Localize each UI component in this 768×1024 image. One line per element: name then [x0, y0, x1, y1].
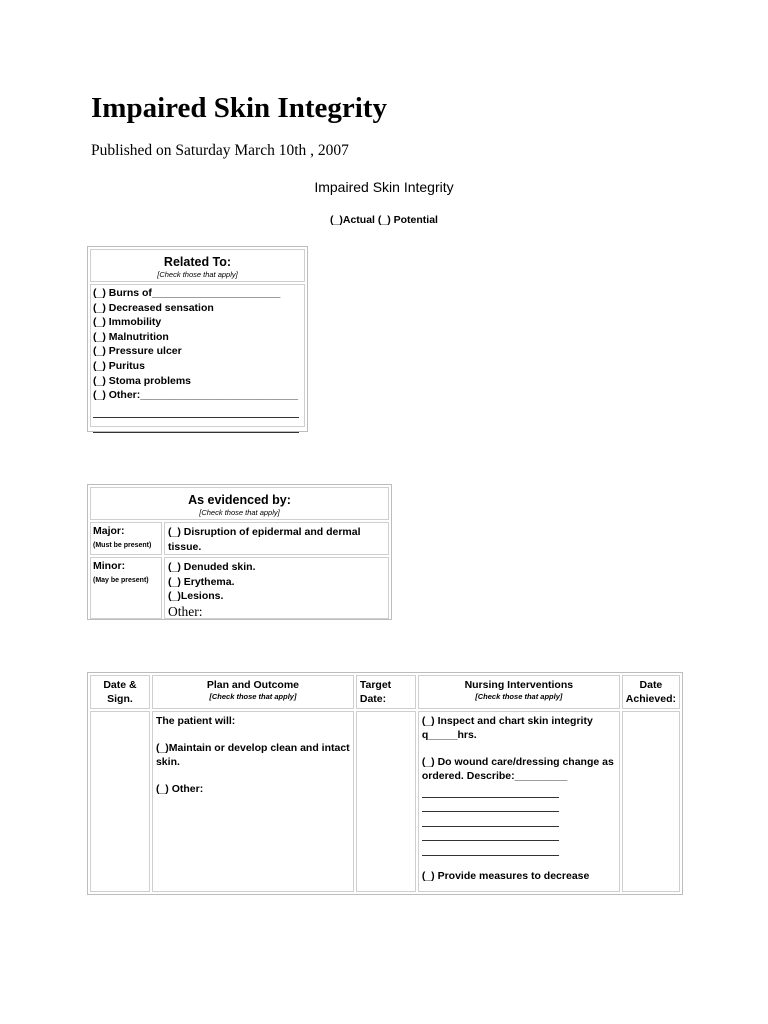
form-heading — [0, 177, 768, 197]
related-to-list — [90, 284, 305, 427]
table-header-row — [90, 675, 680, 709]
form-heading-text: Impaired Skin Integrity — [314, 179, 454, 195]
minor-note: (May be present) — [93, 577, 149, 584]
evidenced-by-box — [87, 484, 392, 620]
major-label-cell — [90, 522, 162, 555]
header-achieved: Date Achieved: — [622, 675, 680, 709]
related-item[interactable]: (_) Immobility — [93, 316, 162, 329]
header-interventions-note: [Check those that apply] — [475, 692, 563, 701]
header-plan — [152, 675, 354, 709]
related-to-header — [90, 249, 305, 282]
related-to-title: Related To: — [163, 255, 232, 269]
header-interventions-label: Nursing Interventions — [464, 679, 574, 691]
related-item[interactable]: (_) Malnutrition — [93, 330, 169, 343]
interventions-cell — [418, 711, 620, 892]
major-content — [164, 522, 389, 555]
related-item[interactable]: (_) Decreased sensation — [93, 301, 214, 314]
evidenced-by-title: As evidenced by: — [188, 493, 291, 507]
major-label: Major: — [93, 525, 125, 537]
related-item[interactable]: (_) Other:___________________________ — [93, 389, 298, 402]
plan-cell — [152, 711, 354, 892]
blank-line[interactable] — [422, 841, 559, 856]
minor-content — [164, 557, 389, 619]
intervention-item[interactable]: (_) Do wound care/dressing change as ordered. Describe:_________ — [421, 756, 614, 782]
header-plan-note: [Check those that apply] — [209, 692, 297, 701]
minor-label-cell — [90, 557, 162, 619]
blank-line[interactable] — [422, 827, 559, 842]
major-note: (Must be present) — [93, 542, 152, 549]
care-plan-table — [87, 672, 683, 895]
related-to-note: [Check those that apply] — [157, 270, 238, 279]
blank-line[interactable] — [422, 783, 559, 798]
date-sign-cell[interactable] — [90, 711, 150, 892]
minor-other[interactable]: Other: — [168, 603, 203, 619]
actual-potential-line: (_)Actual (_) Potential — [330, 214, 438, 226]
header-plan-label: Plan and Outcome — [206, 679, 299, 691]
minor-item[interactable]: (_) Erythema. — [168, 575, 235, 588]
evidenced-by-note: [Check those that apply] — [199, 508, 280, 517]
intervention-item[interactable]: (_) Inspect and chart skin integrity q_____hrs. — [421, 715, 593, 741]
related-item[interactable]: (_) Puritus — [93, 359, 145, 372]
related-item[interactable]: (_) Pressure ulcer — [93, 345, 182, 358]
header-target: Target Date: — [356, 675, 416, 709]
plan-intro: The patient will: — [155, 715, 236, 727]
blank-line[interactable] — [93, 403, 299, 418]
intervention-item[interactable]: (_) Provide measures to decrease — [421, 869, 590, 882]
minor-item[interactable]: (_)Lesions. — [168, 590, 224, 602]
major-row — [90, 522, 389, 555]
plan-item[interactable]: (_) Other: — [155, 783, 204, 795]
page-title: Impaired Skin Integrity — [91, 92, 387, 124]
plan-item[interactable]: (_)Maintain or develop clean and intact skin. — [155, 742, 350, 768]
minor-item[interactable]: (_) Denuded skin. — [168, 561, 256, 573]
related-item[interactable]: (_) Burns of______________________ — [93, 287, 281, 299]
minor-row — [90, 557, 389, 619]
header-interventions — [418, 675, 620, 709]
published-date: Published on Saturday March 10th , 2007 — [91, 142, 349, 159]
header-date-sign: Date & Sign. — [90, 675, 150, 709]
date-achieved-cell[interactable] — [622, 711, 680, 892]
evidenced-by-header — [90, 487, 389, 520]
target-date-cell[interactable] — [356, 711, 416, 892]
blank-line[interactable] — [422, 812, 559, 827]
major-item[interactable]: (_) Disruption of epidermal and dermal tissue. — [168, 526, 361, 553]
related-to-box — [87, 246, 308, 432]
minor-label: Minor: — [93, 560, 126, 572]
related-item[interactable]: (_) Stoma problems — [93, 374, 192, 387]
blank-line[interactable] — [422, 798, 559, 813]
table-row — [90, 711, 680, 892]
blank-line[interactable] — [93, 418, 299, 433]
